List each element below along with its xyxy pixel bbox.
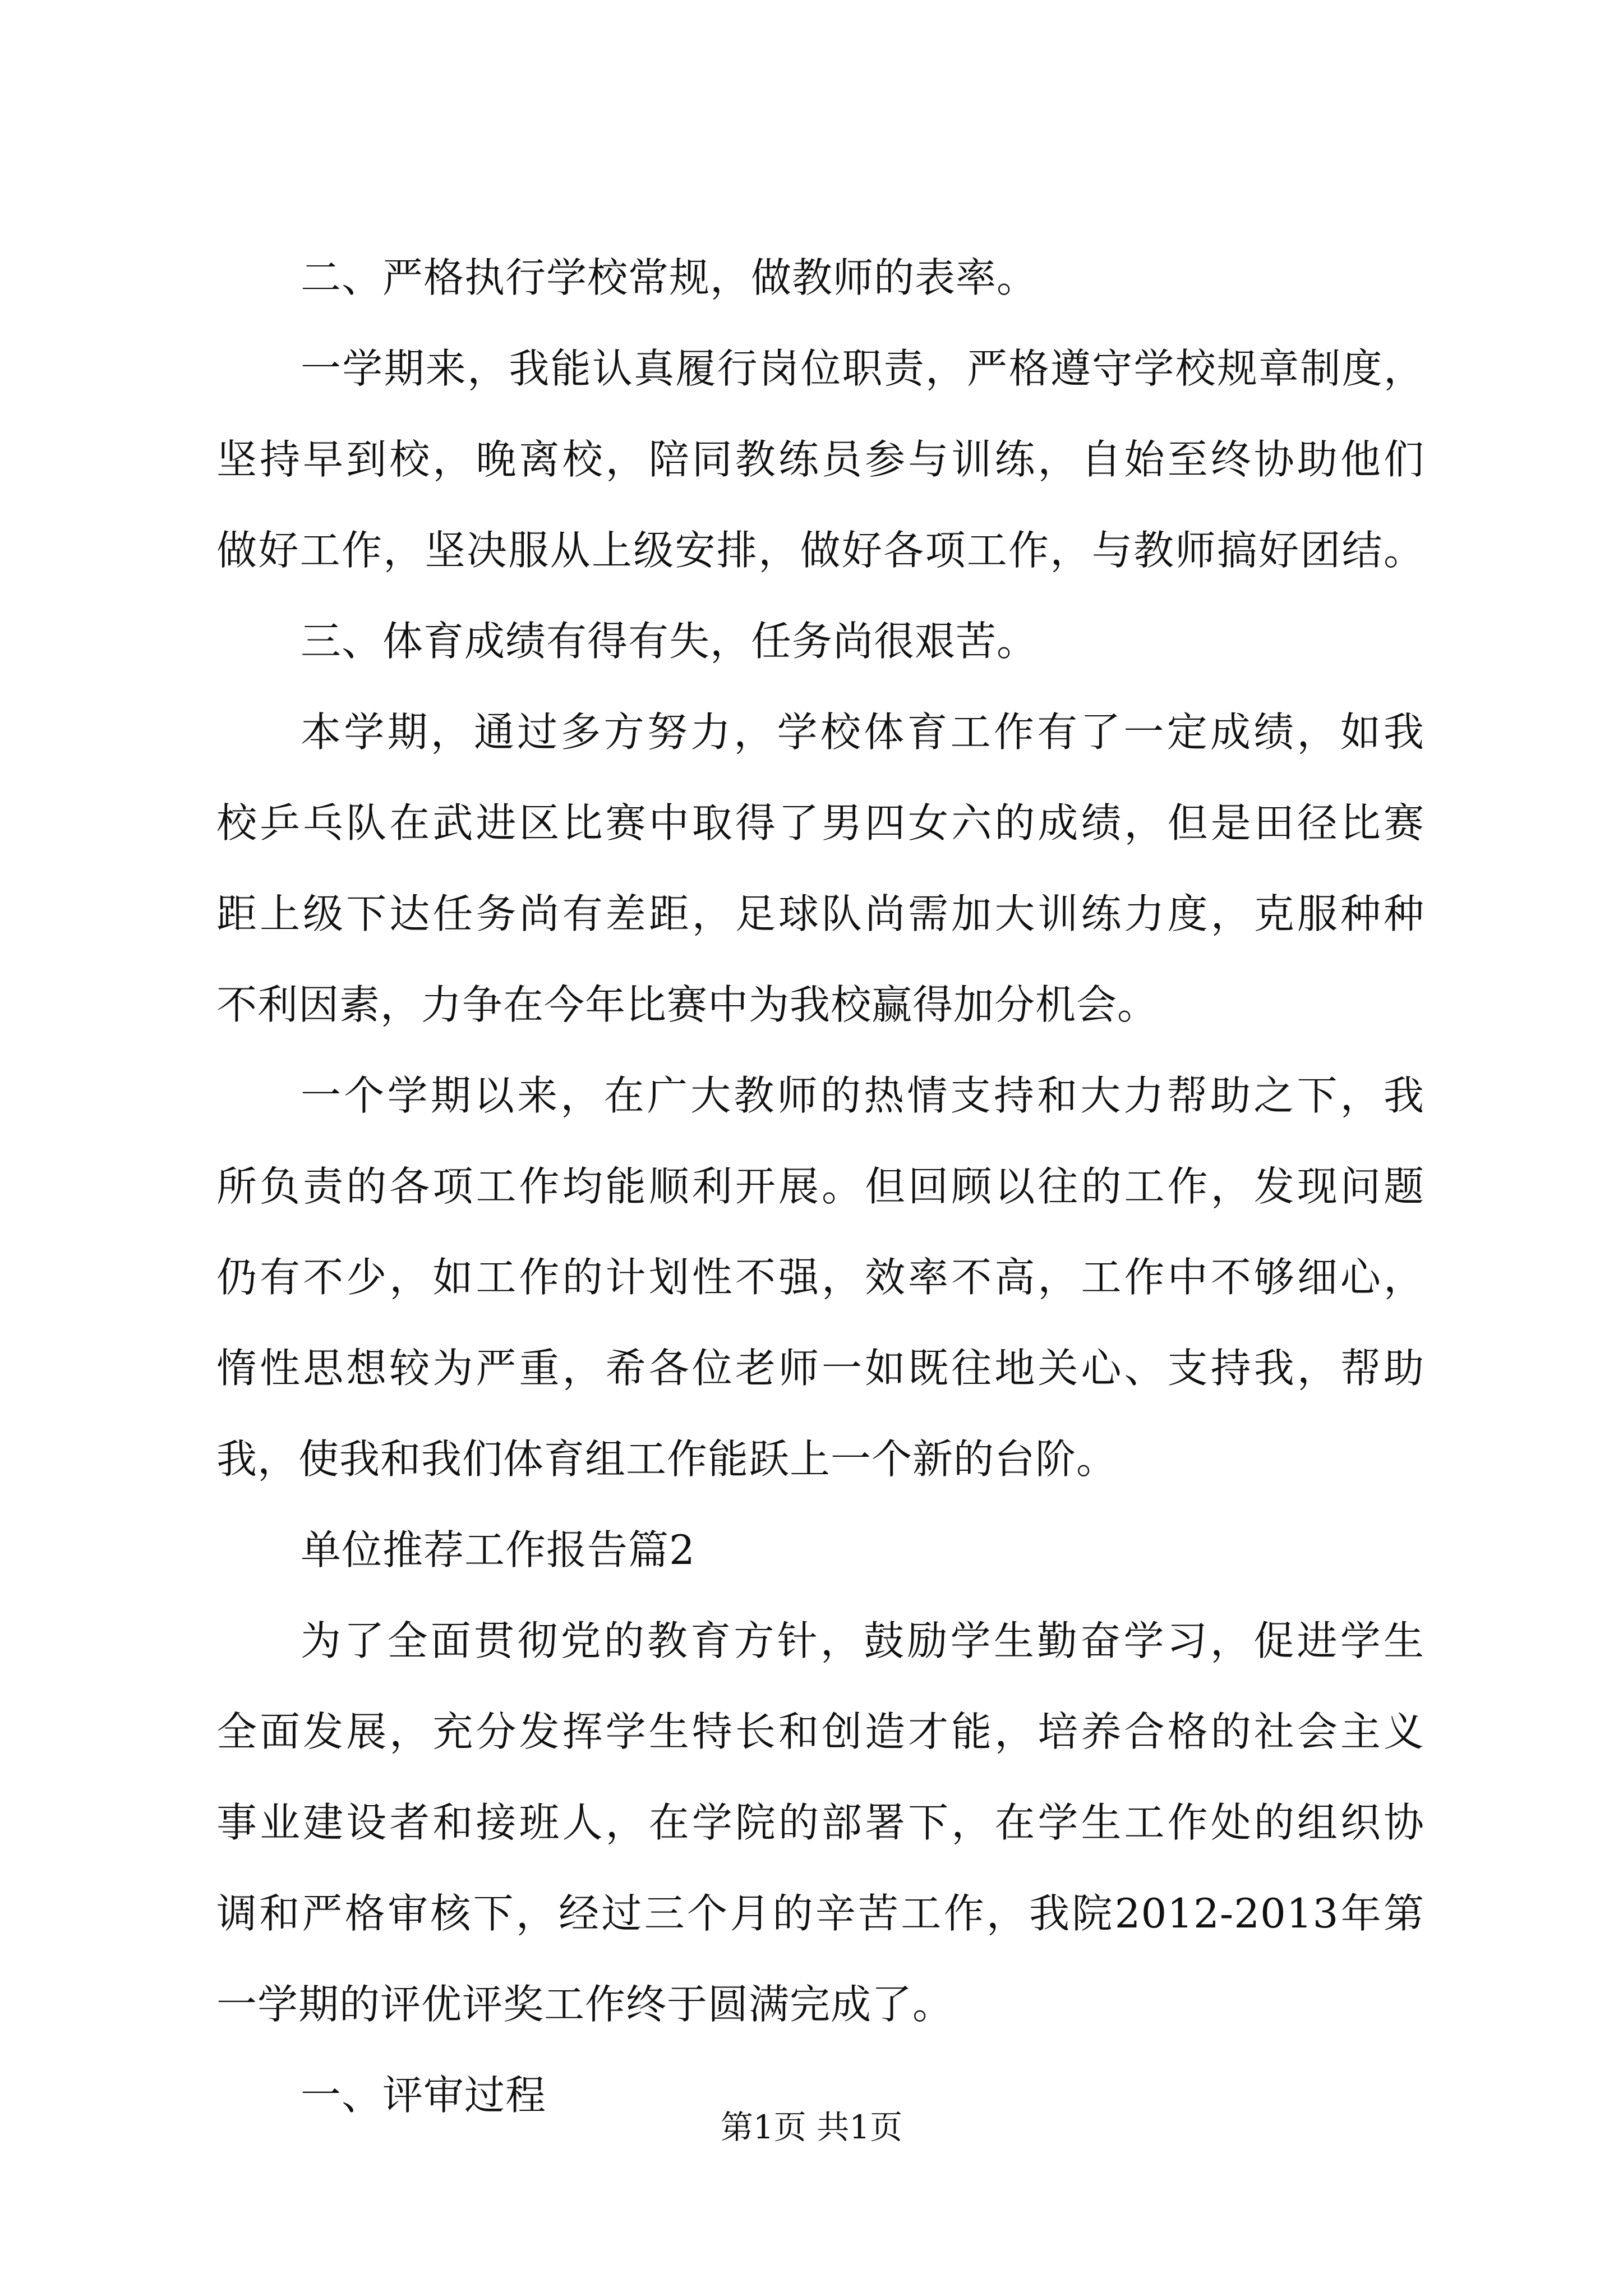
paragraph-line: 仍有不少，如工作的计划性不强，效率不高，工作中不够细心， [216,1254,1424,1301]
paragraph-line: 校乒乓队在武进区比赛中取得了男四女六的成绩，但是田径比赛 [216,799,1424,846]
paragraph-line: 为了全面贯彻党的教育方针，鼓励学生勤奋学习，促进学生 [301,1617,1424,1664]
paragraph-line: 调和严格审核下，经过三个月的辛苦工作，我院2012-2013年第 [216,1890,1424,1937]
document-body [216,232,1424,2141]
paragraph-line: 全面发展，充分发挥学生特长和创造才能，培养合格的社会主义 [216,1708,1424,1755]
paragraph-line: 我，使我和我们体育组工作能跃上一个新的台阶。 [216,1435,1118,1483]
paragraph-line: 距上级下达任务尚有差距，足球队尚需加大训练力度，克服种种 [216,890,1424,937]
paragraph-line: 一学期的评优评奖工作终于圆满完成了。 [216,1981,954,2028]
paragraph-line: 坚持早到校，晚离校，陪同教练员参与训练，自始至终协助他们 [216,436,1424,483]
paragraph-line: 一个学期以来，在广大教师的热情支持和大力帮助之下，我 [301,1072,1424,1119]
paragraph-line: 不利因素，力争在今年比赛中为我校赢得加分机会。 [216,981,1159,1028]
section-heading-1: 一、评审过程 [301,2072,547,2119]
paragraph-line: 本学期，通过多方努力，学校体育工作有了一定成绩，如我 [301,708,1424,756]
section-heading-3: 三、体育成绩有得有失，任务尚很艰苦。 [301,618,1038,665]
page-footer: 第1页 共1页 [720,2108,903,2146]
paragraph-line: 惰性思想较为严重，希各位老师一如既往地关心、支持我，帮助 [216,1345,1424,1392]
paragraph-line: 所负责的各项工作均能顺利开展。但回顾以往的工作，发现问题 [216,1163,1424,1210]
section-heading-2: 二、严格执行学校常规，做教师的表率。 [301,254,1038,301]
paragraph-line: 事业建设者和接班人，在学院的部署下，在学生工作处的组织协 [216,1799,1424,1846]
paragraph-line: 一学期来，我能认真履行岗位职责，严格遵守学校规章制度， [301,345,1424,392]
report-title: 单位推荐工作报告篇2 [301,1526,695,1573]
paragraph-line: 做好工作，坚决服从上级安排，做好各项工作，与教师搞好团结。 [216,527,1424,574]
